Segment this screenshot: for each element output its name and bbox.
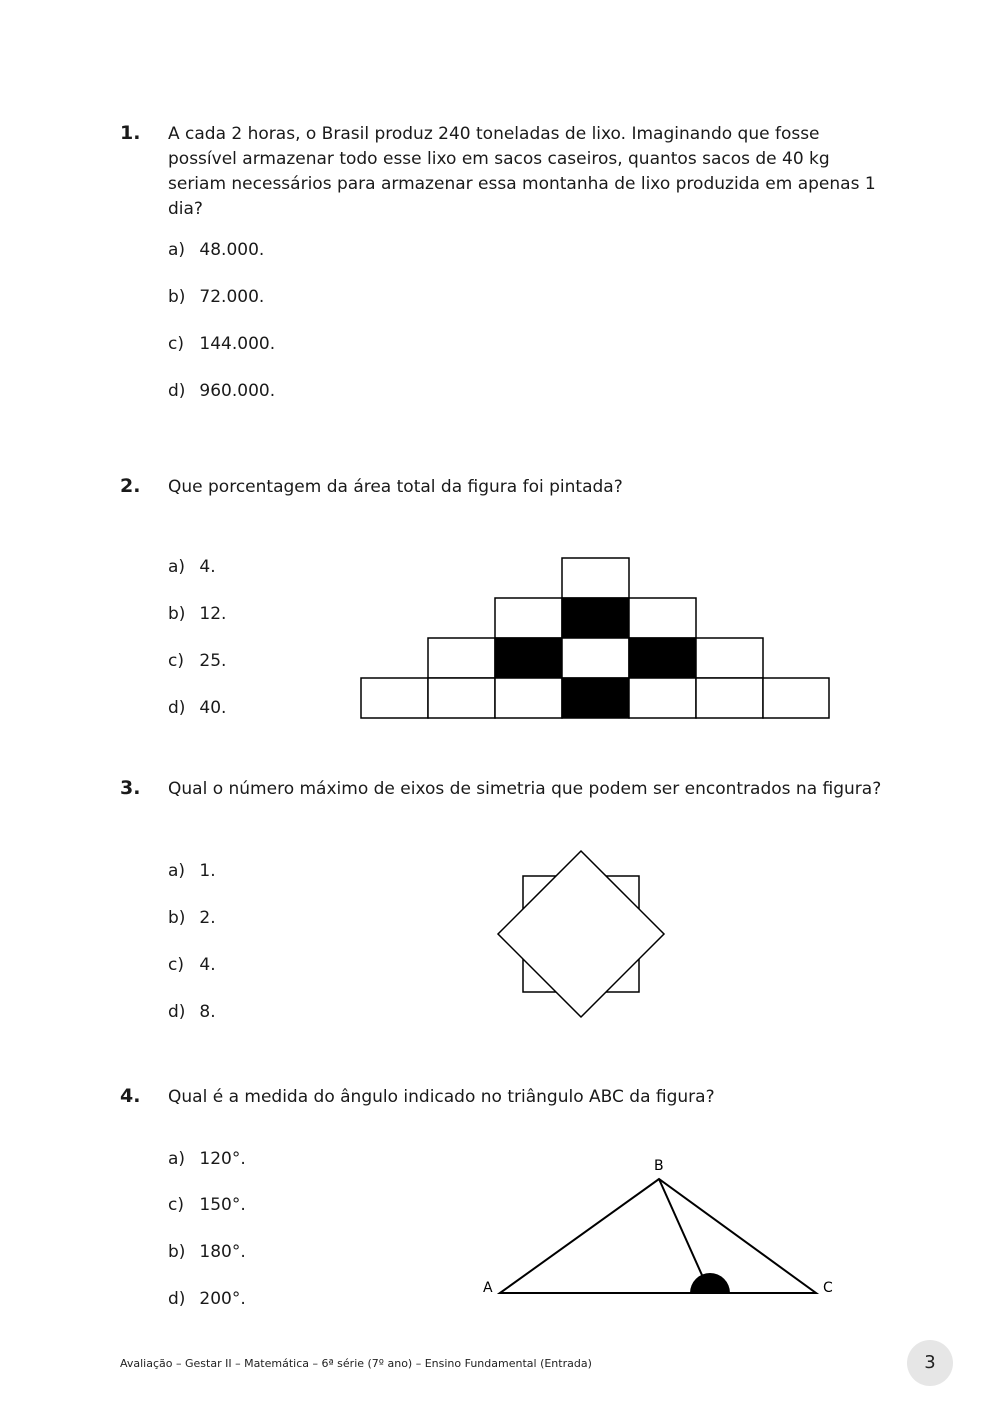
- figure-square: [629, 678, 696, 718]
- option-letter: d): [168, 698, 186, 718]
- question-number: 1.: [120, 122, 141, 144]
- option-letter: c): [168, 651, 184, 671]
- vertex-label-b: B: [654, 1158, 664, 1174]
- option-value: 180°.: [199, 1242, 246, 1262]
- option-b[interactable]: [168, 287, 264, 307]
- figure-square-shaded: [495, 638, 562, 678]
- option-d[interactable]: [168, 381, 275, 401]
- option-d[interactable]: [168, 1289, 246, 1309]
- triangle-abc: [500, 1179, 816, 1293]
- option-letter: d): [168, 381, 186, 401]
- option-letter: c): [168, 1195, 184, 1215]
- option-a[interactable]: [168, 861, 216, 881]
- page-footer: Avaliação – Gestar II – Matemática – 6ª série (7º ano) – Ensino Fundamental (Entrada): [120, 1357, 592, 1370]
- rotated-square: [498, 851, 664, 1017]
- option-d[interactable]: [168, 1002, 216, 1022]
- option-letter: b): [168, 287, 186, 307]
- option-value: 200°.: [199, 1289, 246, 1309]
- option-d[interactable]: [168, 698, 226, 718]
- figure-square: [495, 678, 562, 718]
- question-number: 4.: [120, 1085, 141, 1107]
- option-value: 40.: [199, 698, 227, 718]
- option-b[interactable]: [168, 908, 216, 928]
- question-text: Que porcentagem da área total da figura foi pintada?: [168, 477, 623, 497]
- option-b[interactable]: [168, 1242, 246, 1262]
- question-number: 3.: [120, 777, 141, 799]
- option-value: 2.: [199, 908, 216, 928]
- question-text: Qual o número máximo de eixos de simetria que podem ser encontrados na figura?: [168, 779, 882, 799]
- question-text: Qual é a medida do ângulo indicado no triângulo ABC da figura?: [168, 1087, 715, 1107]
- option-letter: a): [168, 861, 186, 881]
- option-value: 12.: [199, 604, 227, 624]
- figure-square-shaded: [562, 598, 629, 638]
- figure-square: [763, 678, 829, 718]
- axis-aligned-square: [523, 876, 639, 992]
- option-value: 72.000.: [199, 287, 265, 307]
- vertex-label-a: A: [483, 1280, 493, 1296]
- figure-square: [629, 598, 696, 638]
- option-value: 120°.: [199, 1149, 246, 1169]
- option-letter: b): [168, 1242, 186, 1262]
- cevian-segment: [659, 1179, 710, 1293]
- figure-square: [562, 638, 629, 678]
- option-letter: b): [168, 908, 186, 928]
- option-value: 1.: [199, 861, 216, 881]
- question-number: 2.: [120, 475, 141, 497]
- option-c[interactable]: [168, 955, 216, 975]
- figure-square: [696, 638, 763, 678]
- option-letter: a): [168, 240, 186, 260]
- figure-square-shaded: [629, 638, 696, 678]
- option-value: 960.000.: [199, 381, 276, 401]
- option-c[interactable]: [168, 1195, 246, 1215]
- option-letter: a): [168, 1149, 186, 1169]
- option-letter: b): [168, 604, 186, 624]
- option-a[interactable]: [168, 1149, 246, 1169]
- angle-marker: [690, 1273, 730, 1293]
- option-letter: a): [168, 557, 186, 577]
- question-text: A cada 2 horas, o Brasil produz 240 toneladas de lixo. Imaginando que fosse possível armazenar todo esse lixo em sacos caseiros, quantos sacos de 40 kg seriam necessários para armazenar essa montanha de lixo produzida em apenas 1 dia?: [168, 124, 876, 219]
- option-value: 4.: [199, 557, 216, 577]
- page-number-badge: 3: [907, 1340, 953, 1386]
- option-letter: d): [168, 1289, 186, 1309]
- figure-square: [428, 638, 495, 678]
- figure-square: [696, 678, 763, 718]
- figure-square-shaded: [562, 678, 629, 718]
- vertex-label-c: C: [823, 1280, 833, 1296]
- option-c[interactable]: [168, 651, 226, 671]
- option-letter: c): [168, 955, 184, 975]
- figure-square: [428, 678, 495, 718]
- option-letter: d): [168, 1002, 186, 1022]
- figure-square: [361, 678, 428, 718]
- option-a[interactable]: [168, 240, 264, 260]
- option-value: 48.000.: [199, 240, 265, 260]
- option-c[interactable]: [168, 334, 275, 354]
- option-value: 150°.: [199, 1195, 246, 1215]
- option-letter: c): [168, 334, 184, 354]
- option-value: 25.: [199, 651, 227, 671]
- option-a[interactable]: [168, 557, 216, 577]
- figure-square: [562, 558, 629, 598]
- option-value: 8.: [199, 1002, 216, 1022]
- option-value: 144.000.: [199, 334, 276, 354]
- option-b[interactable]: [168, 604, 226, 624]
- option-value: 4.: [199, 955, 216, 975]
- figure-square: [495, 598, 562, 638]
